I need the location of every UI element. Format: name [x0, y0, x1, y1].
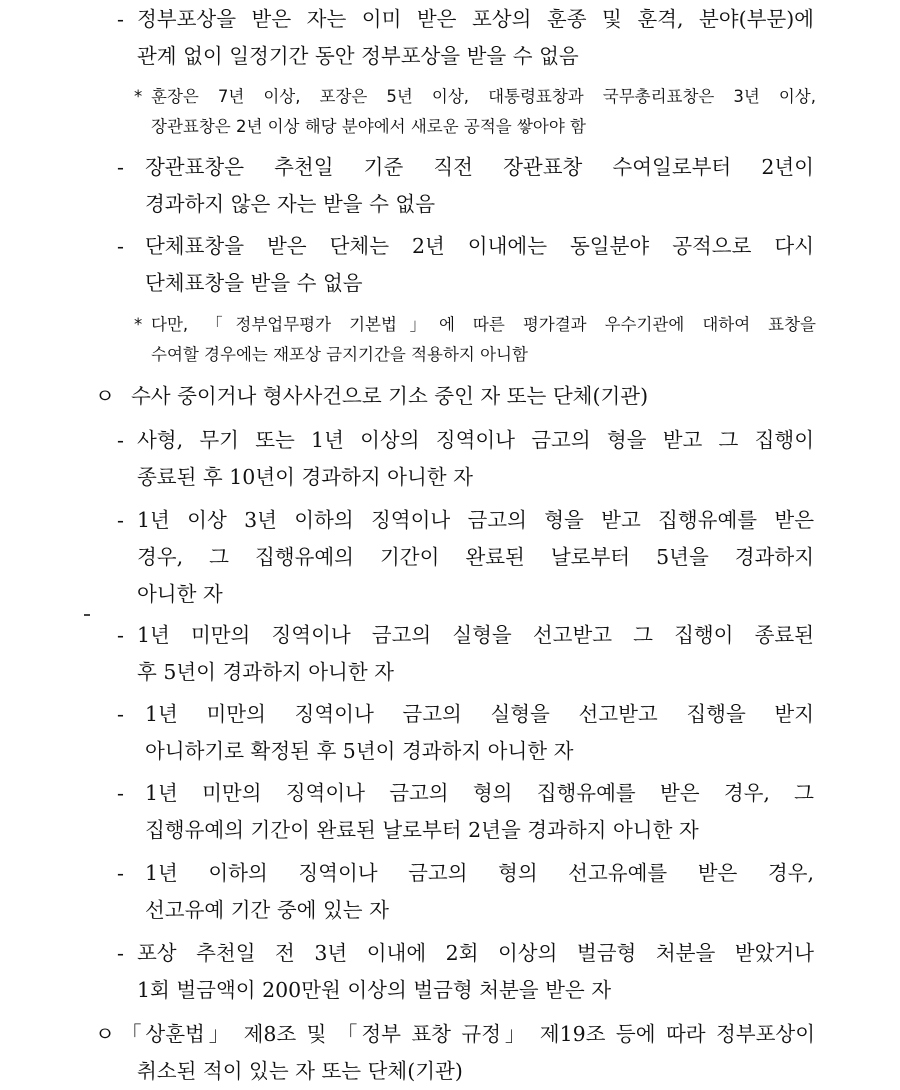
item-marker: - [117, 702, 124, 726]
item-line: 훈장은 7년 이상, 포장은 5년 이상, 대통령표창과 국무총리표창은 3년 이상, [151, 87, 816, 106]
item-line: 장관표창은 2년 이상 해당 분야에서 새로운 공적을 쌓아야 함 [151, 117, 586, 136]
item-line: 수여할 경우에는 재포상 금지기간을 적용하지 아니함 [151, 345, 528, 364]
item-line: 1년 미만의 징역이나 금고의 실형을 선고받고 집행을 받지 [145, 702, 815, 726]
item-marker: - [117, 941, 124, 965]
item-marker: - [117, 623, 124, 647]
list-item [117, 855, 814, 929]
list-item [117, 1, 814, 75]
item-line: 경우, 그 집행유예의 기간이 완료된 날로부터 5년을 경과하지 [137, 545, 814, 569]
item-line: 종료된 후 10년이 경과하지 아니한 자 [137, 465, 473, 489]
item-marker: - [117, 781, 124, 805]
item-line: 1년 이상 3년 이하의 징역이나 금고의 형을 받고 집행유예를 받은 [137, 508, 814, 532]
section-item [95, 1016, 815, 1090]
item-line: 집행유예의 기간이 완료된 날로부터 2년을 경과하지 아니한 자 [145, 818, 699, 842]
item-line: 단체표창을 받은 단체는 2년 이내에는 동일분야 공적으로 다시 [145, 234, 814, 258]
list-item [117, 935, 814, 1009]
divider-mark [84, 614, 90, 616]
item-marker: * [134, 87, 143, 106]
list-item [117, 502, 814, 613]
item-line: 사형, 무기 또는 1년 이상의 징역이나 금고의 형을 받고 그 집행이 [137, 428, 814, 452]
item-marker: - [117, 7, 124, 31]
item-marker: - [117, 155, 124, 179]
item-line: 장관표창은 추천일 기준 직전 장관표창 수여일로부터 2년이 [145, 155, 814, 179]
item-line: 아니하기로 확정된 후 5년이 경과하지 아니한 자 [145, 739, 574, 763]
item-marker: - [117, 861, 124, 885]
item-line: 아니한 자 [137, 582, 223, 606]
item-marker: ㅇ [95, 384, 115, 408]
item-marker: - [117, 234, 124, 258]
item-line: 후 5년이 경과하지 아니한 자 [137, 660, 394, 684]
item-line: 다만, 「정부업무평가 기본법」에 따른 평가결과 우수기관에 대하여 표창을 [151, 315, 816, 334]
list-item [117, 617, 814, 691]
list-item [117, 696, 814, 770]
item-line: 1년 미만의 징역이나 금고의 형의 집행유예를 받은 경우, 그 [145, 781, 814, 805]
section-item [95, 378, 815, 415]
item-line: 포상 추천일 전 3년 이내에 2회 이상의 벌금형 처분을 받았거나 [137, 941, 814, 965]
item-line: 선고유예 기간 중에 있는 자 [145, 898, 389, 922]
item-marker: - [117, 508, 124, 532]
item-marker: - [117, 428, 124, 452]
item-marker: * [134, 315, 143, 334]
item-line: 정부포상을 받은 자는 이미 받은 포상의 훈종 및 훈격, 분야(부문)에 [137, 7, 814, 31]
item-line: 경과하지 않은 자는 받을 수 없음 [145, 192, 436, 216]
item-line: 1회 벌금액이 200만원 이상의 벌금형 처분을 받은 자 [137, 978, 612, 1002]
list-item [117, 228, 814, 302]
item-line: 1년 미만의 징역이나 금고의 실형을 선고받고 그 집행이 종료된 [137, 623, 814, 647]
item-line: 1년 이하의 징역이나 금고의 형의 선고유예를 받은 경우, [145, 861, 814, 885]
item-line: 「상훈법」 제8조 및 「정부 표창 규정」 제19조 등에 따라 정부포상이 [121, 1022, 815, 1046]
list-item [117, 422, 814, 496]
item-line: 수사 중이거나 형사사건으로 기소 중인 자 또는 단체(기관) [131, 384, 649, 408]
list-item [117, 149, 814, 223]
list-item [117, 775, 814, 849]
note-item [134, 310, 816, 370]
item-line: 단체표창을 받을 수 없음 [145, 271, 363, 295]
item-line: 취소된 적이 있는 자 또는 단체(기관) [137, 1059, 463, 1083]
note-item [134, 82, 816, 142]
item-line: 관계 없이 일정기간 동안 정부포상을 받을 수 없음 [137, 44, 579, 68]
item-marker: ㅇ [95, 1022, 115, 1046]
